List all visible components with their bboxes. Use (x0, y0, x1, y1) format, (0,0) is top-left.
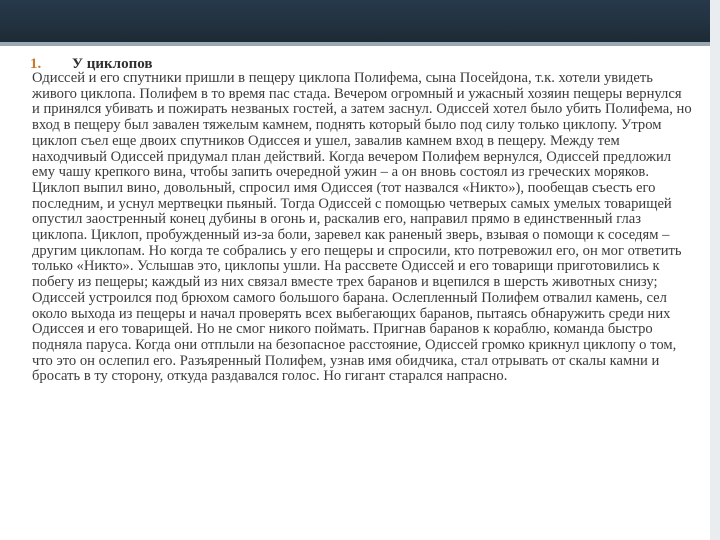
slide-edge (710, 0, 720, 540)
story-paragraph: Одиссей и его спутники пришли в пещеру циклопа Полифема, сына Посейдона, т.к. хотели увидеть живого циклопа. Полифем в то время пас стада. Вечером огромный и ужасный хозяин пещеры вернулся и принялся убивать и пожирать незваных гостей, а затем заснул. Одиссей хотел было убить Полифема, но вход в пещеру был завален тяжелым камнем, поднять который было под силу только циклопу. Утром циклоп съел еще двоих спутников Одиссея и ушел, завалив камнем вход в пещеру. Между тем находчивый Одиссей придумал план действий. Когда вечером Полифем вернулся, Одиссей предложил ему чашу крепкого вина, чтобы запить очередной ужин – а он вновь состоял из греческих моряков. Циклоп выпил вино, довольный, спросил имя Одиссея (тот назвался «Никто»), пообещав съесть его последним, и уснул мертвецки пьяный. Тогда Одиссей с помощью четверых самых умелых товарищей опустил заостренный конец дубины в огонь и, раскалив его, направил прямо в единственный глаз циклопа. Циклоп, пробужденный из-за боли, заревел как раненый зверь, взывая о помощи к соседям – другим циклопам. Но когда те собрались у его пещеры и спросили, кто потревожил его, он мог ответить только «Никто». Услышав это, циклопы ушли. На рассвете Одиссей и его товарищи приготовились к побегу из пещеры; каждый из них связал вместе трех баранов и вцепился в шерсть животных снизу; Одиссей устроился под брюхом самого большого барана. Ослепленный Полифем отвалил камень, сел около выхода из пещеры и начал проверять всех выбегающих баранов, пытаясь обнаружить среди них Одиссея и его товарищей. Но не смог никого поймать. Пригнав баранов к кораблю, команда быстро подняла паруса. Когда они отплыли на безопасное расстояние, Одиссей громко крикнул циклопу о том, что это он ослепил его. Разъяренный Полифем, узнав имя обидчика, стал отрывать от скалы камни и бросать в ту сторону, откуда раздавался голос. Но гигант старался напрасно. (32, 70, 692, 385)
list-number: 1. (30, 56, 42, 72)
slide-content (30, 46, 690, 516)
section-title: У циклопов (72, 56, 153, 72)
header-band (0, 0, 720, 42)
